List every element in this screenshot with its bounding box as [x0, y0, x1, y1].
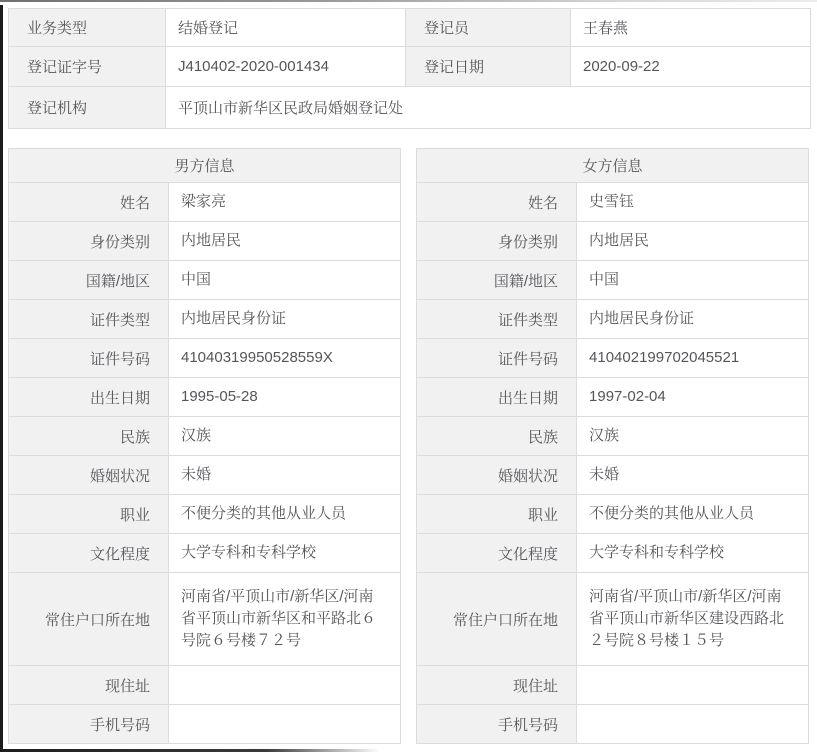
table-row: [417, 456, 809, 495]
ethnicity-value: 汉族: [577, 417, 809, 456]
id-type-label: 证件类型: [9, 300, 169, 339]
name-value: 史雪钰: [577, 183, 809, 222]
household-address-value: 河南省/平顶山市/新华区/河南省平顶山市新华区和平路北６号院６号楼７２号: [169, 573, 401, 666]
table-row: [417, 666, 809, 705]
education-label: 文化程度: [417, 534, 577, 573]
business-type-label: 业务类型: [9, 9, 166, 47]
name-label: 姓名: [417, 183, 577, 222]
table-row: [417, 573, 809, 666]
id-number-value: 41040319950528559X: [169, 339, 401, 378]
registration-date-label: 登记日期: [406, 47, 571, 87]
current-address-value: [169, 666, 401, 705]
occupation-label: 职业: [417, 495, 577, 534]
registration-office-label: 登记机构: [9, 87, 166, 129]
mobile-number-value: [169, 705, 401, 744]
table-row: [9, 534, 401, 573]
id-type-value: 内地居民身份证: [577, 300, 809, 339]
mobile-number-label: 手机号码: [9, 705, 169, 744]
birth-date-label: 出生日期: [9, 378, 169, 417]
mobile-number-value: [577, 705, 809, 744]
registrar-label: 登记员: [406, 9, 571, 47]
table-row: [9, 666, 401, 705]
id-number-label: 证件号码: [9, 339, 169, 378]
table-row: [417, 495, 809, 534]
table-row: [9, 9, 811, 47]
household-address-label: 常住户口所在地: [417, 573, 577, 666]
table-row: [9, 339, 401, 378]
education-label: 文化程度: [9, 534, 169, 573]
marital-status-value: 未婚: [169, 456, 401, 495]
table-row: [9, 300, 401, 339]
table-row: [9, 222, 401, 261]
nationality-value: 中国: [169, 261, 401, 300]
table-row: [417, 261, 809, 300]
scan-edge-top: [0, 0, 817, 2]
female-info-title: 女方信息: [417, 149, 809, 183]
registration-office-value: 平顶山市新华区民政局婚姻登记处: [166, 87, 811, 129]
birth-date-value: 1997-02-04: [577, 378, 809, 417]
scan-edge-left: [0, 5, 3, 752]
birth-date-value: 1995-05-28: [169, 378, 401, 417]
table-row: [9, 456, 401, 495]
current-address-value: [577, 666, 809, 705]
marital-status-label: 婚姻状况: [9, 456, 169, 495]
occupation-value: 不便分类的其他从业人员: [169, 495, 401, 534]
table-row: [9, 705, 401, 744]
table-row: [417, 705, 809, 744]
table-row: [417, 183, 809, 222]
table-row: [9, 495, 401, 534]
table-row: [417, 378, 809, 417]
occupation-label: 职业: [9, 495, 169, 534]
household-address-label: 常住户口所在地: [9, 573, 169, 666]
male-info-table: [8, 148, 401, 744]
table-row: [417, 300, 809, 339]
table-row: [9, 47, 811, 87]
table-row: [417, 339, 809, 378]
id-number-label: 证件号码: [417, 339, 577, 378]
nationality-value: 中国: [577, 261, 809, 300]
occupation-value: 不便分类的其他从业人员: [577, 495, 809, 534]
identity-category-value: 内地居民: [577, 222, 809, 261]
birth-date-label: 出生日期: [417, 378, 577, 417]
registration-summary-table: [8, 8, 811, 129]
business-type-value: 结婚登记: [166, 9, 406, 47]
female-info-table: [416, 148, 809, 744]
table-row: [417, 417, 809, 456]
registration-date-value: 2020-09-22: [571, 47, 811, 87]
current-address-label: 现住址: [9, 666, 169, 705]
table-header-row: [417, 149, 809, 183]
table-row: [9, 378, 401, 417]
name-label: 姓名: [9, 183, 169, 222]
mobile-number-label: 手机号码: [417, 705, 577, 744]
household-address-value: 河南省/平顶山市/新华区/河南省平顶山市新华区建设西路北２号院８号楼１５号: [577, 573, 809, 666]
table-row: [417, 534, 809, 573]
table-header-row: [9, 149, 401, 183]
registrar-value: 王春燕: [571, 9, 811, 47]
id-number-value: 410402199702045521: [577, 339, 809, 378]
table-row: [9, 87, 811, 129]
name-value: 梁家亮: [169, 183, 401, 222]
certificate-number-value: J410402-2020-001434: [166, 47, 406, 87]
id-type-value: 内地居民身份证: [169, 300, 401, 339]
table-row: [9, 573, 401, 666]
ethnicity-label: 民族: [417, 417, 577, 456]
identity-category-value: 内地居民: [169, 222, 401, 261]
nationality-label: 国籍/地区: [417, 261, 577, 300]
table-row: [9, 183, 401, 222]
table-row: [417, 222, 809, 261]
ethnicity-value: 汉族: [169, 417, 401, 456]
id-type-label: 证件类型: [417, 300, 577, 339]
education-value: 大学专科和专科学校: [577, 534, 809, 573]
education-value: 大学专科和专科学校: [169, 534, 401, 573]
nationality-label: 国籍/地区: [9, 261, 169, 300]
identity-category-label: 身份类别: [9, 222, 169, 261]
table-row: [9, 417, 401, 456]
person-tables: [8, 148, 810, 744]
ethnicity-label: 民族: [9, 417, 169, 456]
current-address-label: 现住址: [417, 666, 577, 705]
table-row: [9, 261, 401, 300]
marital-status-label: 婚姻状况: [417, 456, 577, 495]
certificate-number-label: 登记证字号: [9, 47, 166, 87]
male-info-title: 男方信息: [9, 149, 401, 183]
marital-status-value: 未婚: [577, 456, 809, 495]
identity-category-label: 身份类别: [417, 222, 577, 261]
